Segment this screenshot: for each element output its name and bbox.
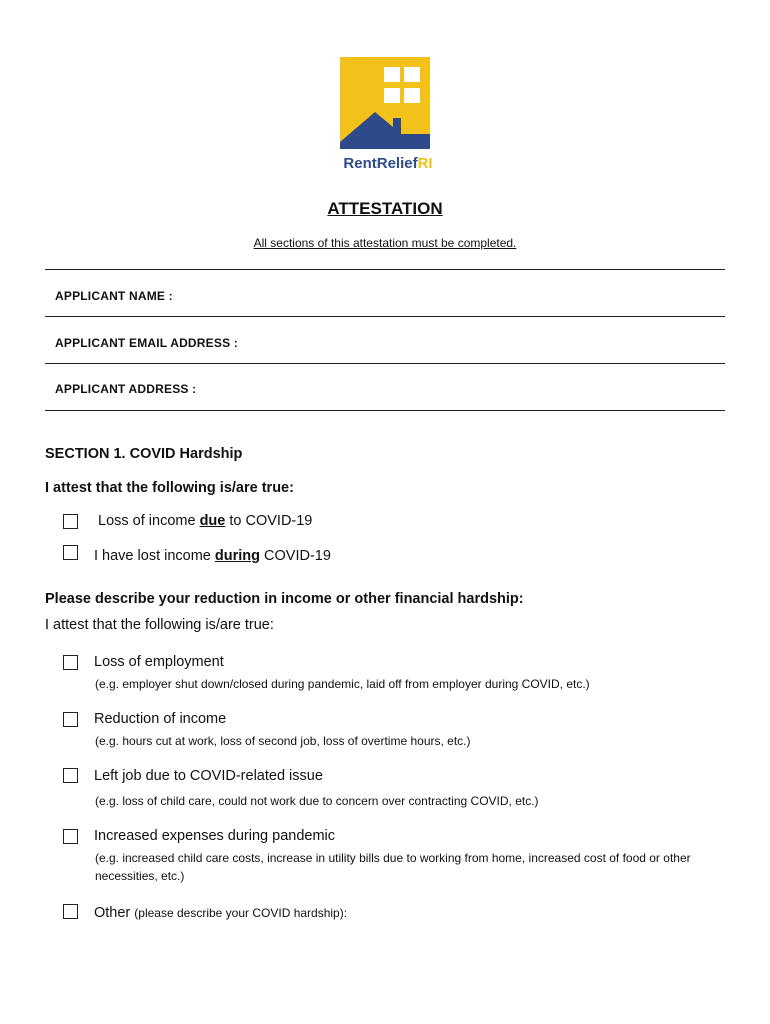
attest-label-2: I attest that the following is/are true: [45,617,274,633]
option-text: to COVID-19 [225,513,313,529]
checkbox-other[interactable] [63,904,78,919]
option-other-label: Other [94,905,131,921]
note-other: (please describe your COVID hardship): [134,906,348,920]
applicant-address-label: APPLICANT ADDRESS : [55,382,197,396]
applicant-name-field[interactable] [45,316,725,317]
page-subtitle: All sections of this attestation must be completed. [253,236,517,250]
describe-hardship-label: Please describe your reduction in income or other financial hardship: [45,591,524,607]
brand-main: RentRelief [343,155,418,172]
applicant-email-field[interactable] [45,363,725,364]
option-reduction-of-income: Reduction of income [94,711,227,727]
note-increased-expenses: (e.g. increased child care costs, increase in utility bills due to working from home, increased cost of food or other necessities, etc.) [95,851,691,883]
option-loss-of-employment: Loss of employment [94,654,224,670]
option-increased-expenses: Increased expenses during pandemic [94,828,336,844]
option-text: Loss of income [98,513,200,529]
checkbox-left-job[interactable] [63,768,78,783]
checkbox-increased-expenses[interactable] [63,829,78,844]
note-left-job: (e.g. loss of child care, could not work due to concern over contracting COVID, etc.) [95,794,539,808]
checkbox-loss-of-income-due[interactable] [63,514,78,529]
applicant-name-label: APPLICANT NAME : [55,289,173,303]
note-loss-of-employment: (e.g. employer shut down/closed during pandemic, laid off from employer during COVID, etc.) [95,677,590,691]
checkbox-lost-income-during[interactable] [63,545,78,560]
note-reduction-of-income: (e.g. hours cut at work, loss of second job, loss of overtime hours, etc.) [95,734,471,748]
brand-suffix: RI [417,155,433,172]
section-1-title: SECTION 1. COVID Hardship [45,446,243,462]
checkbox-loss-of-employment[interactable] [63,655,78,670]
option-left-job: Left job due to COVID-related issue [94,768,323,784]
option-text: COVID-19 [260,548,331,564]
option-lost-income-during [94,548,331,564]
attest-label: I attest that the following is/are true: [45,480,294,496]
option-loss-of-income-due [98,513,312,529]
brand-name [333,155,443,172]
applicant-email-label: APPLICANT EMAIL ADDRESS : [55,336,239,350]
page-title: ATTESTATION [327,199,443,218]
checkbox-reduction-of-income[interactable] [63,712,78,727]
option-other [94,905,347,921]
option-emphasis: during [214,548,261,564]
option-text: I have lost income [94,548,215,564]
option-emphasis: due [199,513,226,529]
divider [45,269,725,270]
applicant-address-field[interactable] [45,410,725,411]
